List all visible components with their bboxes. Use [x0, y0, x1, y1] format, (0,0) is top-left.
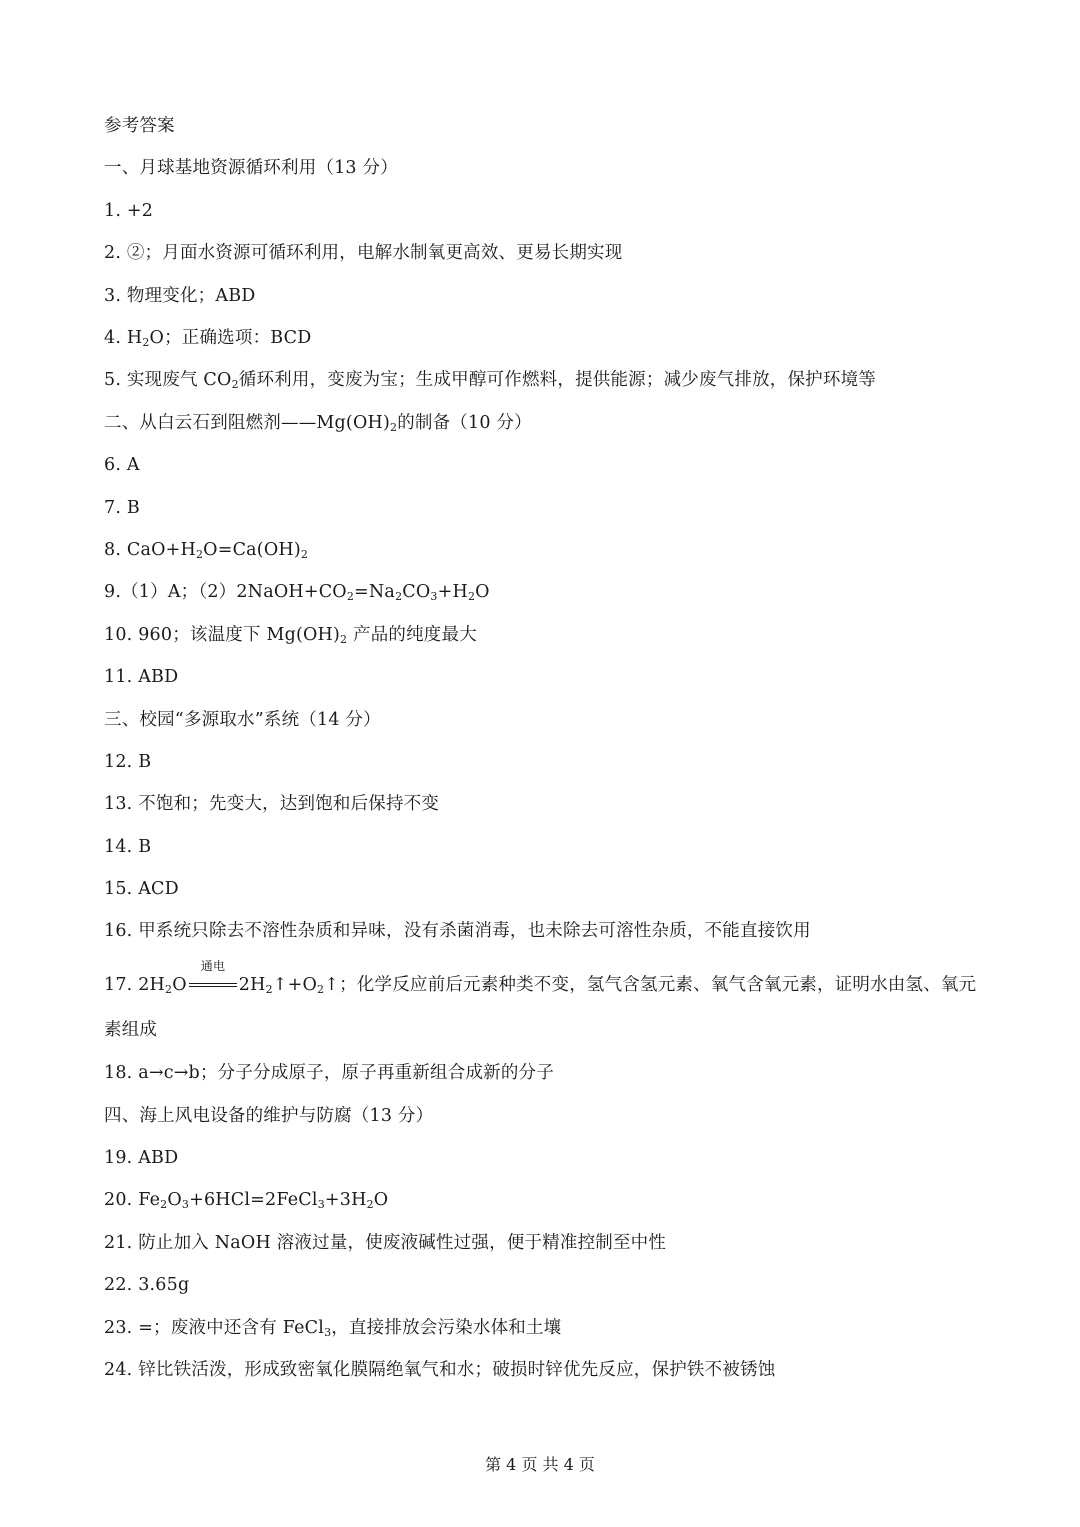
page-title: 参考答案	[104, 116, 175, 136]
answer-21: 21. 防止加入 NaOH 溶液过量，使废液碱性过强，便于精准控制至中性	[104, 1233, 667, 1253]
answer-23: 23. =；废液中还含有 FeCl$_3$，直接排放会污染水体和土壤	[104, 1318, 562, 1339]
answer-12: 12. B	[104, 752, 152, 772]
section-4-heading: 四、海上风电设备的维护与防腐（13 分）	[104, 1106, 434, 1126]
answer-15: 15. ACD	[104, 879, 179, 899]
section-1-heading: 一、月球基地资源循环利用（13 分）	[104, 158, 398, 178]
answer-14: 14. B	[104, 837, 152, 857]
reaction-condition-arrow	[187, 959, 239, 997]
answer-13: 13. 不饱和；先变大，达到饱和后保持不变	[104, 794, 440, 814]
section-2-heading: 二、从白云石到阻燃剂$——Mg(OH)_2$的制备（10 分）	[104, 413, 532, 434]
answer-18: 18. a→c→b；分子分成原子，原子再重新组合成新的分子	[104, 1063, 554, 1083]
answer-11: 11. ABD	[104, 667, 179, 687]
answer-7: 7. B	[104, 498, 140, 518]
answer-22: 22. 3.65g	[104, 1275, 190, 1295]
answer-17-continuation: 素组成	[104, 1020, 158, 1040]
section-3-heading: 三、校园“多源取水”系统（14 分）	[104, 710, 381, 730]
page-footer: 第 4 页 共 4 页	[485, 1455, 595, 1474]
answer-17: 17. $2H_2O$ 通电 $2H_2↑+O_2↑$；化学反应前后元素种类不变，氢气含氢元素、氧气含氧元素，证明水由氢、氧元	[104, 959, 977, 996]
reaction-condition-label: 通电	[200, 959, 226, 973]
answer-1: 1. +2	[104, 201, 154, 221]
answer-9: 9.（1）A；$(2)2NaOH+CO_2=Na_2CO_3+H_2O$	[104, 582, 490, 603]
answer-2: 2. ②；月面水资源可循环利用，电解水制氧更高效、更易长期实现	[104, 243, 623, 263]
answer-5: 5. 实现废气 $CO_2$循环利用，变废为宝；生成甲醇可作燃料，提供能源；减少废气排放，保护环境等	[104, 370, 876, 391]
answer-16: 16. 甲系统只除去不溶性杂质和异味，没有杀菌消毒，也未除去可溶性杂质，不能直接饮用	[104, 921, 811, 941]
answer-24: 24. 锌比铁活泼，形成致密氧化膜隔绝氧气和水；破损时锌优先反应，保护铁不被锈蚀	[104, 1360, 776, 1380]
answer-10: 10. 960；该温度下 $Mg(OH)_2$ 产品的纯度最大	[104, 625, 477, 646]
answer-3: 3. 物理变化；ABD	[104, 286, 256, 306]
answer-8: 8. $CaO+H_2O=Ca(OH)_2$	[104, 540, 309, 561]
answer-6: 6. A	[104, 455, 140, 475]
answer-20: 20. $Fe_2O_3+6HCl=2FeCl_3+3H_2O$	[104, 1190, 389, 1211]
answer-4: 4. $H_2O$；正确选项：BCD	[104, 328, 312, 349]
answer-19: 19. ABD	[104, 1148, 179, 1168]
